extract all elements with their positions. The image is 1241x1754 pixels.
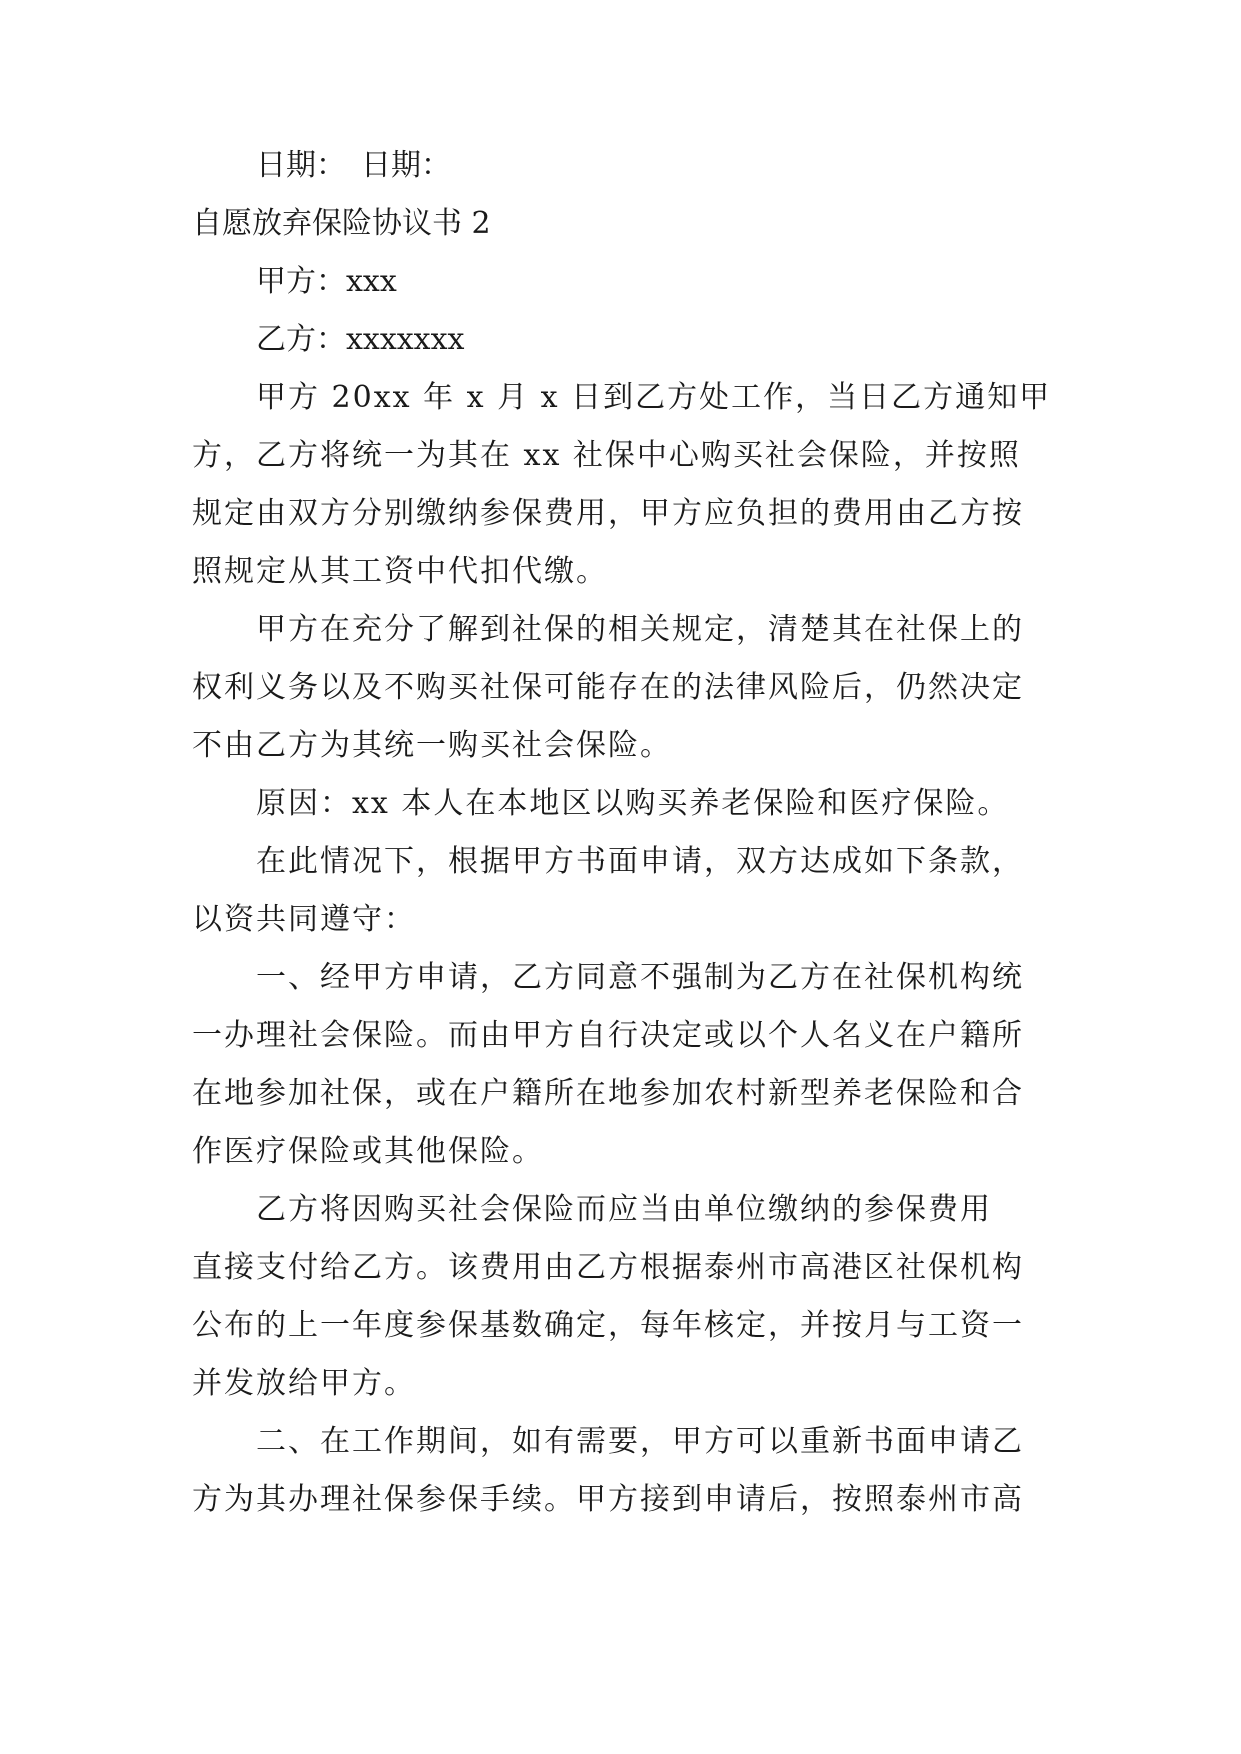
paragraph-line: 以资共同遵守： — [192, 902, 416, 937]
paragraph-line: 在此情况下，根据甲方书面申请，双方达成如下条款， — [256, 844, 1024, 879]
paragraph-line: 不由乙方为其统一购买社会保险。 — [192, 728, 672, 763]
paragraph-line: 作医疗保险或其他保险。 — [192, 1134, 544, 1169]
paragraph-line: 在地参加社保，或在户籍所在地参加农村新型养老保险和合 — [192, 1076, 1024, 1111]
paragraph-line: 直接支付给乙方。该费用由乙方根据泰州市高港区社保机构 — [192, 1250, 1024, 1285]
paragraph-line: 规定由双方分别缴纳参保费用，甲方应负担的费用由乙方按 — [192, 496, 1024, 531]
date-line: 日期： 日期： — [256, 148, 451, 183]
paragraph-line: 照规定从其工资中代扣代缴。 — [192, 554, 608, 589]
paragraph-line: 方，乙方将统一为其在 xx 社保中心购买社会保险，并按照 — [192, 438, 1021, 473]
paragraph-line: 公布的上一年度参保基数确定，每年核定，并按月与工资一 — [192, 1308, 1024, 1343]
paragraph-line: 乙方将因购买社会保险而应当由单位缴纳的参保费用 — [256, 1192, 992, 1227]
paragraph-line: 甲方在充分了解到社保的相关规定，清楚其在社保上的 — [256, 612, 1024, 647]
paragraph-line: 二、在工作期间，如有需要，甲方可以重新书面申请乙 — [256, 1424, 1024, 1459]
paragraph-line: 甲方 20xx 年 x 月 x 日到乙方处工作，当日乙方通知甲 — [256, 380, 1052, 415]
party-b: 乙方：xxxxxxx — [256, 322, 465, 357]
paragraph-line: 一办理社会保险。而由甲方自行决定或以个人名义在户籍所 — [192, 1018, 1024, 1053]
paragraph-line: 权利义务以及不购买社保可能存在的法律风险后，仍然决定 — [192, 670, 1024, 705]
party-a: 甲方：xxx — [256, 264, 397, 299]
document-title: 自愿放弃保险协议书 2 — [192, 206, 491, 241]
paragraph-line: 方为其办理社保参保手续。甲方接到申请后，按照泰州市高 — [192, 1482, 1024, 1517]
paragraph-line: 并发放给甲方。 — [192, 1366, 416, 1401]
paragraph-line: 一、经甲方申请，乙方同意不强制为乙方在社保机构统 — [256, 960, 1024, 995]
paragraph-line: 原因：xx 本人在本地区以购买养老保险和医疗保险。 — [256, 786, 1010, 821]
